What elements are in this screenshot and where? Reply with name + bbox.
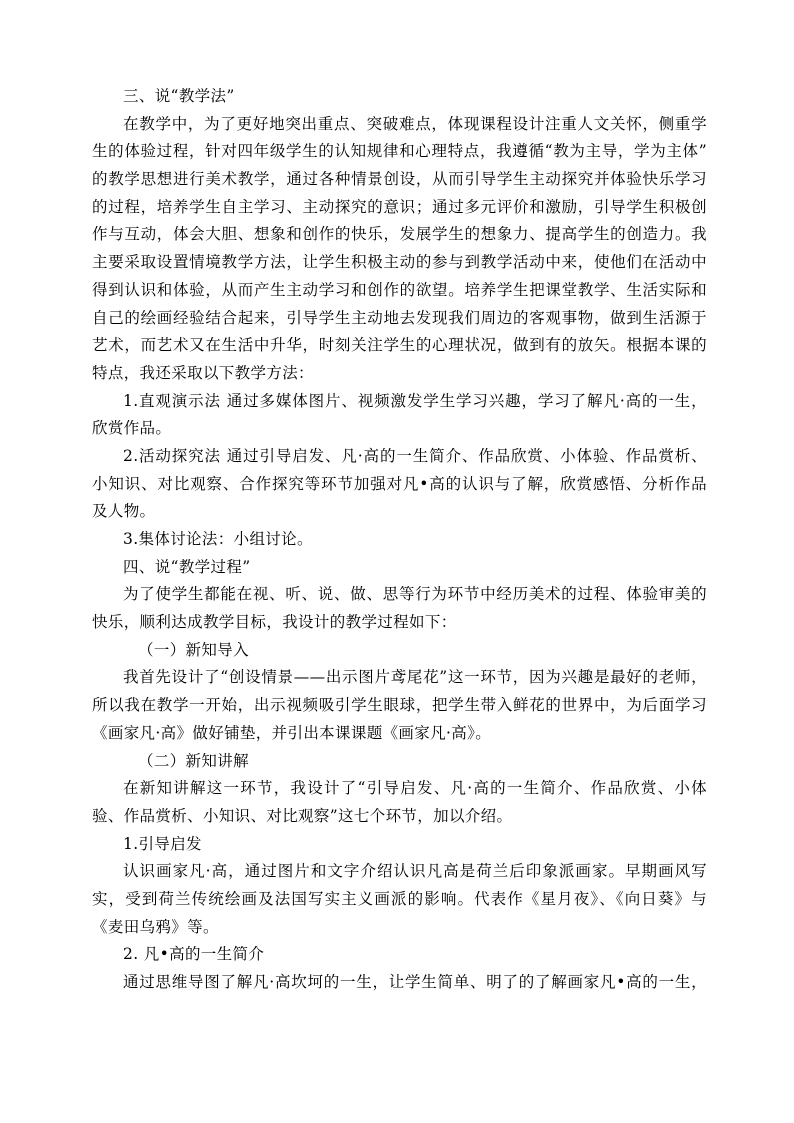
text-line: 及人物。 <box>92 502 156 521</box>
text-line: 我首先设计了“创设情景——出示图片鸢尾花”这一环节，因为兴趣是最好的老师， <box>123 668 707 687</box>
text-line: 验、作品赏析、小知识、对比观察”这七个环节，加以介绍。 <box>92 806 513 825</box>
text-line: （一）新知导入 <box>138 640 249 659</box>
text-line: 快乐，顺利达成教学目标，我设计的教学过程如下： <box>92 613 457 632</box>
text-line: 所以我在教学一开始，出示视频吸引学生眼球，把学生带入鲜花的世界中，为后面学习 <box>92 696 707 715</box>
text-line: 三、说“教学法” <box>123 87 235 105</box>
text-line: 四、说“教学过程” <box>123 557 251 576</box>
document-body <box>92 83 707 997</box>
text-line: 2. 凡•高的一生简介 <box>123 945 265 964</box>
text-line: 为了使学生都能在视、听、说、做、思等行为环节中经历美术的过程、体验审美的 <box>123 585 707 604</box>
text-line: 2.活动探究法 通过引导启发、凡·高的一生简介、作品欣赏、小体验、作品赏析、 <box>123 446 707 465</box>
text-line: 自己的绘画经验结合起来，引导学生主动地去发现我们周边的客观事物，做到生活源于 <box>92 308 707 327</box>
text-line: 《画家凡·高》做好铺垫，并引出本课课题《画家凡·高》。 <box>92 723 492 742</box>
text-line: （二）新知讲解 <box>138 751 249 770</box>
text-line: 主要采取设置情境教学方法，让学生积极主动的参与到教学活动中来，使他们在活动中 <box>92 253 707 272</box>
text-line: 艺术，而艺术又在生活中升华，时刻关注学生的心理状况，做到有的放矢。根据本课的 <box>92 336 707 355</box>
text-line: 1.引导启发 <box>123 834 202 853</box>
text-line: 的教学思想进行美术教学，通过各种情景创设，从而引导学生主动探究并体验快乐学习 <box>92 170 707 189</box>
text-line: 的过程，培养学生自主学习、主动探究的意识；通过多元评价和激励，引导学生积极创 <box>92 197 707 216</box>
text-line: 3.集体讨论法：小组讨论。 <box>123 530 313 548</box>
text-line: 作与互动，体会大胆、想象和创作的快乐，发展学生的想象力、提高学生的创造力。我 <box>92 225 707 244</box>
text-line: 欣赏作品。 <box>92 419 172 438</box>
text-line: 在教学中，为了更好地突出重点、突破难点，体现课程设计注重人文关怀，侧重学 <box>123 114 707 133</box>
text-line: 《麦田乌鸦》等。 <box>92 917 219 936</box>
text-line: 1.直观演示法 通过多媒体图片、视频激发学生学习兴趣，学习了解凡·高的一生， <box>123 391 707 410</box>
text-line: 认识画家凡·高，通过图片和文字介绍认识凡高是荷兰后印象派画家。早期画风写 <box>123 862 707 881</box>
text-line: 通过思维导图了解凡·高坎坷的一生，让学生简单、明了的了解画家凡•高的一生， <box>123 973 707 991</box>
text-line: 得到认识和体验，从而产生主动学习和创作的欲望。培养学生把课堂教学、生活实际和 <box>92 280 707 299</box>
text-line: 特点，我还采取以下教学方法： <box>92 363 314 382</box>
text-line: 在新知讲解这一环节，我设计了“引导启发、凡·高的一生简介、作品欣赏、小体 <box>123 779 707 798</box>
text-line: 小知识、对比观察、合作探究等环节加强对凡•高的认识与了解，欣赏感悟、分析作品 <box>92 474 707 493</box>
text-line: 实，受到荷兰传统绘画及法国写实主义画派的影响。代表作《星月夜》、《向日葵》与 <box>92 889 707 908</box>
text-line: 生的体验过程，针对四年级学生的认知规律和心理特点，我遵循“教为主导，学为主体” <box>92 142 707 161</box>
